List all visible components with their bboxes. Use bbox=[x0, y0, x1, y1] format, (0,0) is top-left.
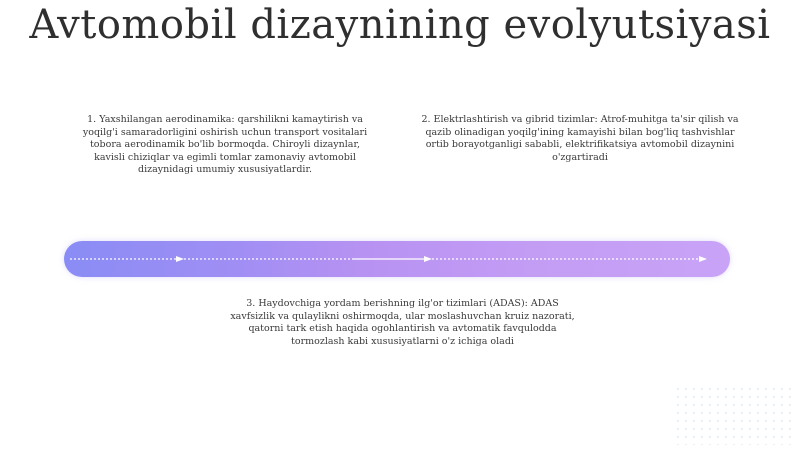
arrow-head-icon bbox=[699, 256, 707, 262]
timeline-bar bbox=[64, 241, 730, 277]
page-title: Avtomobil dizaynining evolyutsiyasi bbox=[29, 2, 771, 48]
arrow-head-icon bbox=[176, 256, 184, 262]
timeline-item-2: 2. Elektrlashtirish va gibrid tizimlar: Atrof-muhitga ta'sir qilish va qazib olinadigan yoqilg'ining kamayishi bilan bog'liq tashvishlar ortib borayotganligi sababli, elektrifikatsiya avtomobil dizaynini o'zgartiradi bbox=[421, 114, 739, 163]
decorative-dots bbox=[674, 385, 794, 445]
timeline-arrows bbox=[64, 241, 730, 277]
arrow-head-icon bbox=[424, 256, 432, 262]
timeline-item-1: 1. Yaxshilangan aerodinamika: qarshilikni kamaytirish va yoqilg'i samaradorligini oshirish uchun transport vositalari tobora aerodinamik bo'lib bormoqda. Chiroyli dizaynlar, kavisli chiziqlar va egimli tomlar zamonaviy avtomobil dizaynidagi umumiy xususiyatlardir. bbox=[82, 114, 368, 175]
timeline-item-3: 3. Haydovchiga yordam berishning ilg'or tizimlari (ADAS): ADAS xavfsizlik va qulaylikni oshirmoqda, ular moslashuvchan kruiz nazorati, qatorni tark etish haqida ogohlantirish va avtomatik favqulodda tormozlash kabi xususiyatlarni o'z ichiga oladi bbox=[230, 298, 575, 347]
